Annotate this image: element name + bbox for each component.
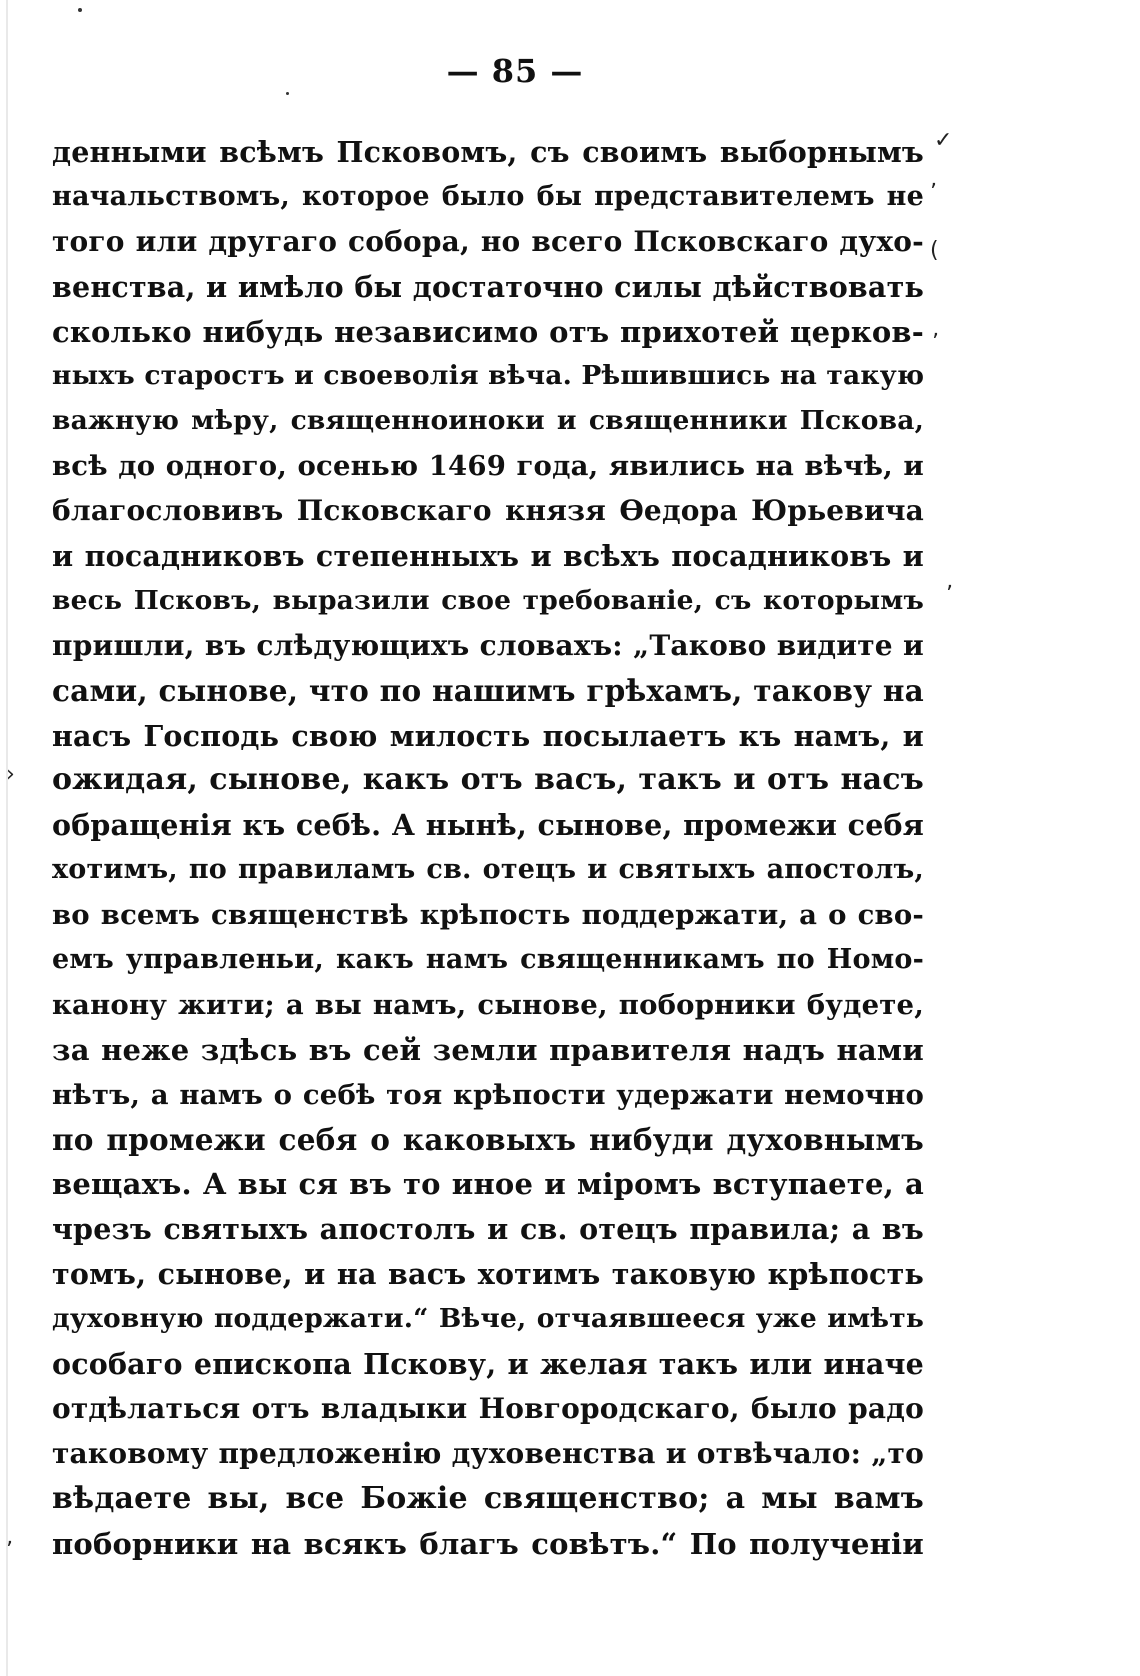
text-line: по промежи себя о каковыхъ нибуди духовнымъ: [52, 1121, 924, 1157]
text-line: особаго епископа Пскову, и желая такъ или иначе: [52, 1347, 924, 1382]
text-line: весь Псковъ, выразили свое требованіе, съ которымъ: [52, 584, 924, 616]
margin-mark: ʼ: [946, 582, 953, 607]
margin-mark: ✓: [934, 128, 953, 153]
text-line: вѣдаете вы, все Божіе священство; а мы вамъ: [52, 1480, 924, 1516]
margin-mark: ʼ: [932, 330, 939, 355]
page-number: — 85 —: [446, 52, 584, 90]
text-line: поборники на всякъ благъ совѣтъ.“ По полученіи: [52, 1526, 924, 1561]
text-line: отдѣлаться отъ владыки Новгородскаго, было радо: [52, 1391, 924, 1425]
text-line: сколько нибудь независимо отъ прихотей церков-: [52, 314, 924, 349]
margin-mark: ʼ: [930, 180, 937, 205]
text-line: чрезъ святыхъ апостолъ и св. отецъ правила; а въ: [52, 1212, 924, 1247]
text-line: важную мѣру, священноиноки и священники Пскова,: [52, 405, 924, 437]
text-line: благословивъ Псковскаго князя Ѳедора Юрьевича: [52, 494, 924, 528]
text-line: емъ управленьи, какъ намъ священникамъ по Номо-: [52, 944, 924, 976]
text-line: того или другаго собора, но всего Псковскаго духо-: [52, 224, 924, 258]
text-line: нѣтъ, а намъ о себѣ тоя крѣпости удержати немочно: [52, 1078, 924, 1111]
speck-mark: [78, 8, 82, 12]
margin-mark: (: [930, 238, 939, 263]
page-edge-shadow: [6, 0, 8, 1676]
text-line: начальствомъ, которое было бы представителемъ не: [52, 180, 924, 212]
text-line: пришли, въ слѣдующихъ словахъ: „Таково видите и: [52, 628, 924, 662]
text-line: ожидая, сынове, какъ отъ васъ, такъ и отъ насъ: [52, 762, 924, 798]
body-text: [52, 130, 924, 1567]
text-line: томъ, сынове, и на васъ хотимъ таковую крѣпость: [52, 1257, 924, 1292]
text-line: во всемъ священствѣ крѣпость поддержати, а о сво-: [52, 899, 924, 932]
text-line: обращенія къ себѣ. А нынѣ, сынове, промежи себя: [52, 808, 924, 843]
text-line: и посадниковъ степенныхъ и всѣхъ посадниковъ и: [52, 539, 924, 574]
margin-mark: ʼ: [6, 1538, 13, 1563]
text-line: духовную поддержати.“ Вѣче, отчаявшееся уже имѣть: [52, 1303, 924, 1335]
text-line: денными всѣмъ Псковомъ, съ своимъ выборнымъ: [52, 135, 924, 169]
text-line: сами, сынове, что по нашимъ грѣхамъ, такову на: [52, 672, 924, 708]
text-line: таковому предложенію духовенства и отвѣчало: „то: [52, 1436, 924, 1470]
text-line: канону жити; а вы намъ, сынове, поборники будете,: [52, 988, 924, 1021]
text-line: венства, и имѣло бы достаточно силы дѣйствовать: [52, 269, 924, 304]
text-line: хотимъ, по правиламъ св. отецъ и святыхъ апостолъ,: [52, 854, 924, 886]
text-line: ныхъ старостъ и своеволія вѣча. Рѣшившись на такую: [52, 360, 924, 392]
speck-mark: [286, 92, 289, 95]
text-line: насъ Господь свою милость посылаетъ къ намъ, и: [52, 718, 924, 753]
text-line: всѣ до одного, осенью 1469 года, явились на вѣчѣ, и: [52, 450, 924, 483]
text-line: вещахъ. А вы ся въ то иное и міромъ вступаете, а: [52, 1167, 924, 1202]
text-line: за неже здѣсь въ сей земли правителя надъ нами: [52, 1032, 924, 1067]
margin-mark: ›: [6, 762, 15, 787]
